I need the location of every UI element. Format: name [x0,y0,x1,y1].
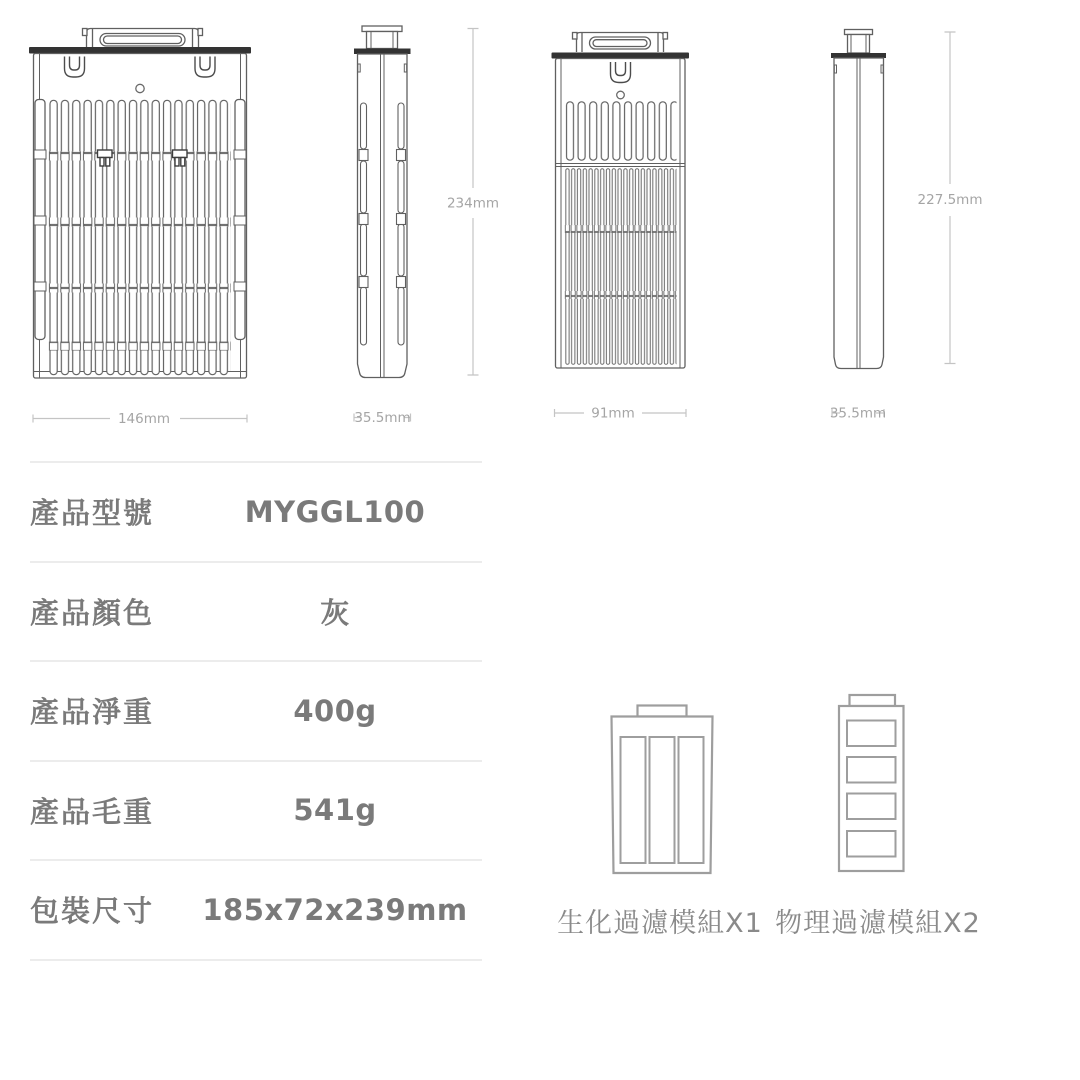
lid-bar [354,49,411,55]
side-view-full-drawing [354,26,411,378]
spec-label-net-weight: 產品淨重 [30,695,155,730]
spec-value-package-size: 185x72x239mm [202,892,468,927]
side-view-narrow-drawing [831,30,886,369]
spec-value-model: MYGGL100 [244,494,426,529]
front-view-full-drawing [29,29,251,379]
spec-label-gross-weight: 產品毛重 [30,794,155,829]
dim-label-side-full-width: 35.5mm [354,410,411,426]
physical-module-drawing [839,695,904,871]
lid-bar [29,47,251,54]
spec-row-model [30,463,482,563]
spec-row-net-weight [30,662,482,762]
spec-value-gross-weight: 541g [293,793,377,828]
spec-table [30,461,482,961]
spec-row-color [30,563,482,663]
lid-bar [552,53,690,59]
dim-label-side-narrow-width: 35.5mm [829,405,887,422]
physical-module-caption: 物理過濾模組X2 [775,908,981,939]
bio-module-drawing [612,706,713,874]
lid-bar [831,53,886,58]
spec-value-net-weight: 400g [293,693,377,728]
spec-label-color: 產品顏色 [30,595,155,630]
dim-label-front-full-height: 234mm [446,195,500,212]
front-view-narrow-drawing [552,33,690,369]
spec-label-model: 產品型號 [30,496,155,531]
dim-label-front-narrow-height: 227.5mm [917,192,983,208]
spec-row-package-size [30,861,482,961]
dim-label-front-narrow-width: 91mm [591,405,635,422]
spec-value-color: 灰 [320,595,350,630]
spec-row-gross-weight [30,762,482,862]
spec-label-package-size: 包裝尺寸 [30,894,155,929]
dim-label-front-full-width: 146mm [117,411,171,427]
bio-module-caption: 生化過濾模組X1 [557,908,763,939]
